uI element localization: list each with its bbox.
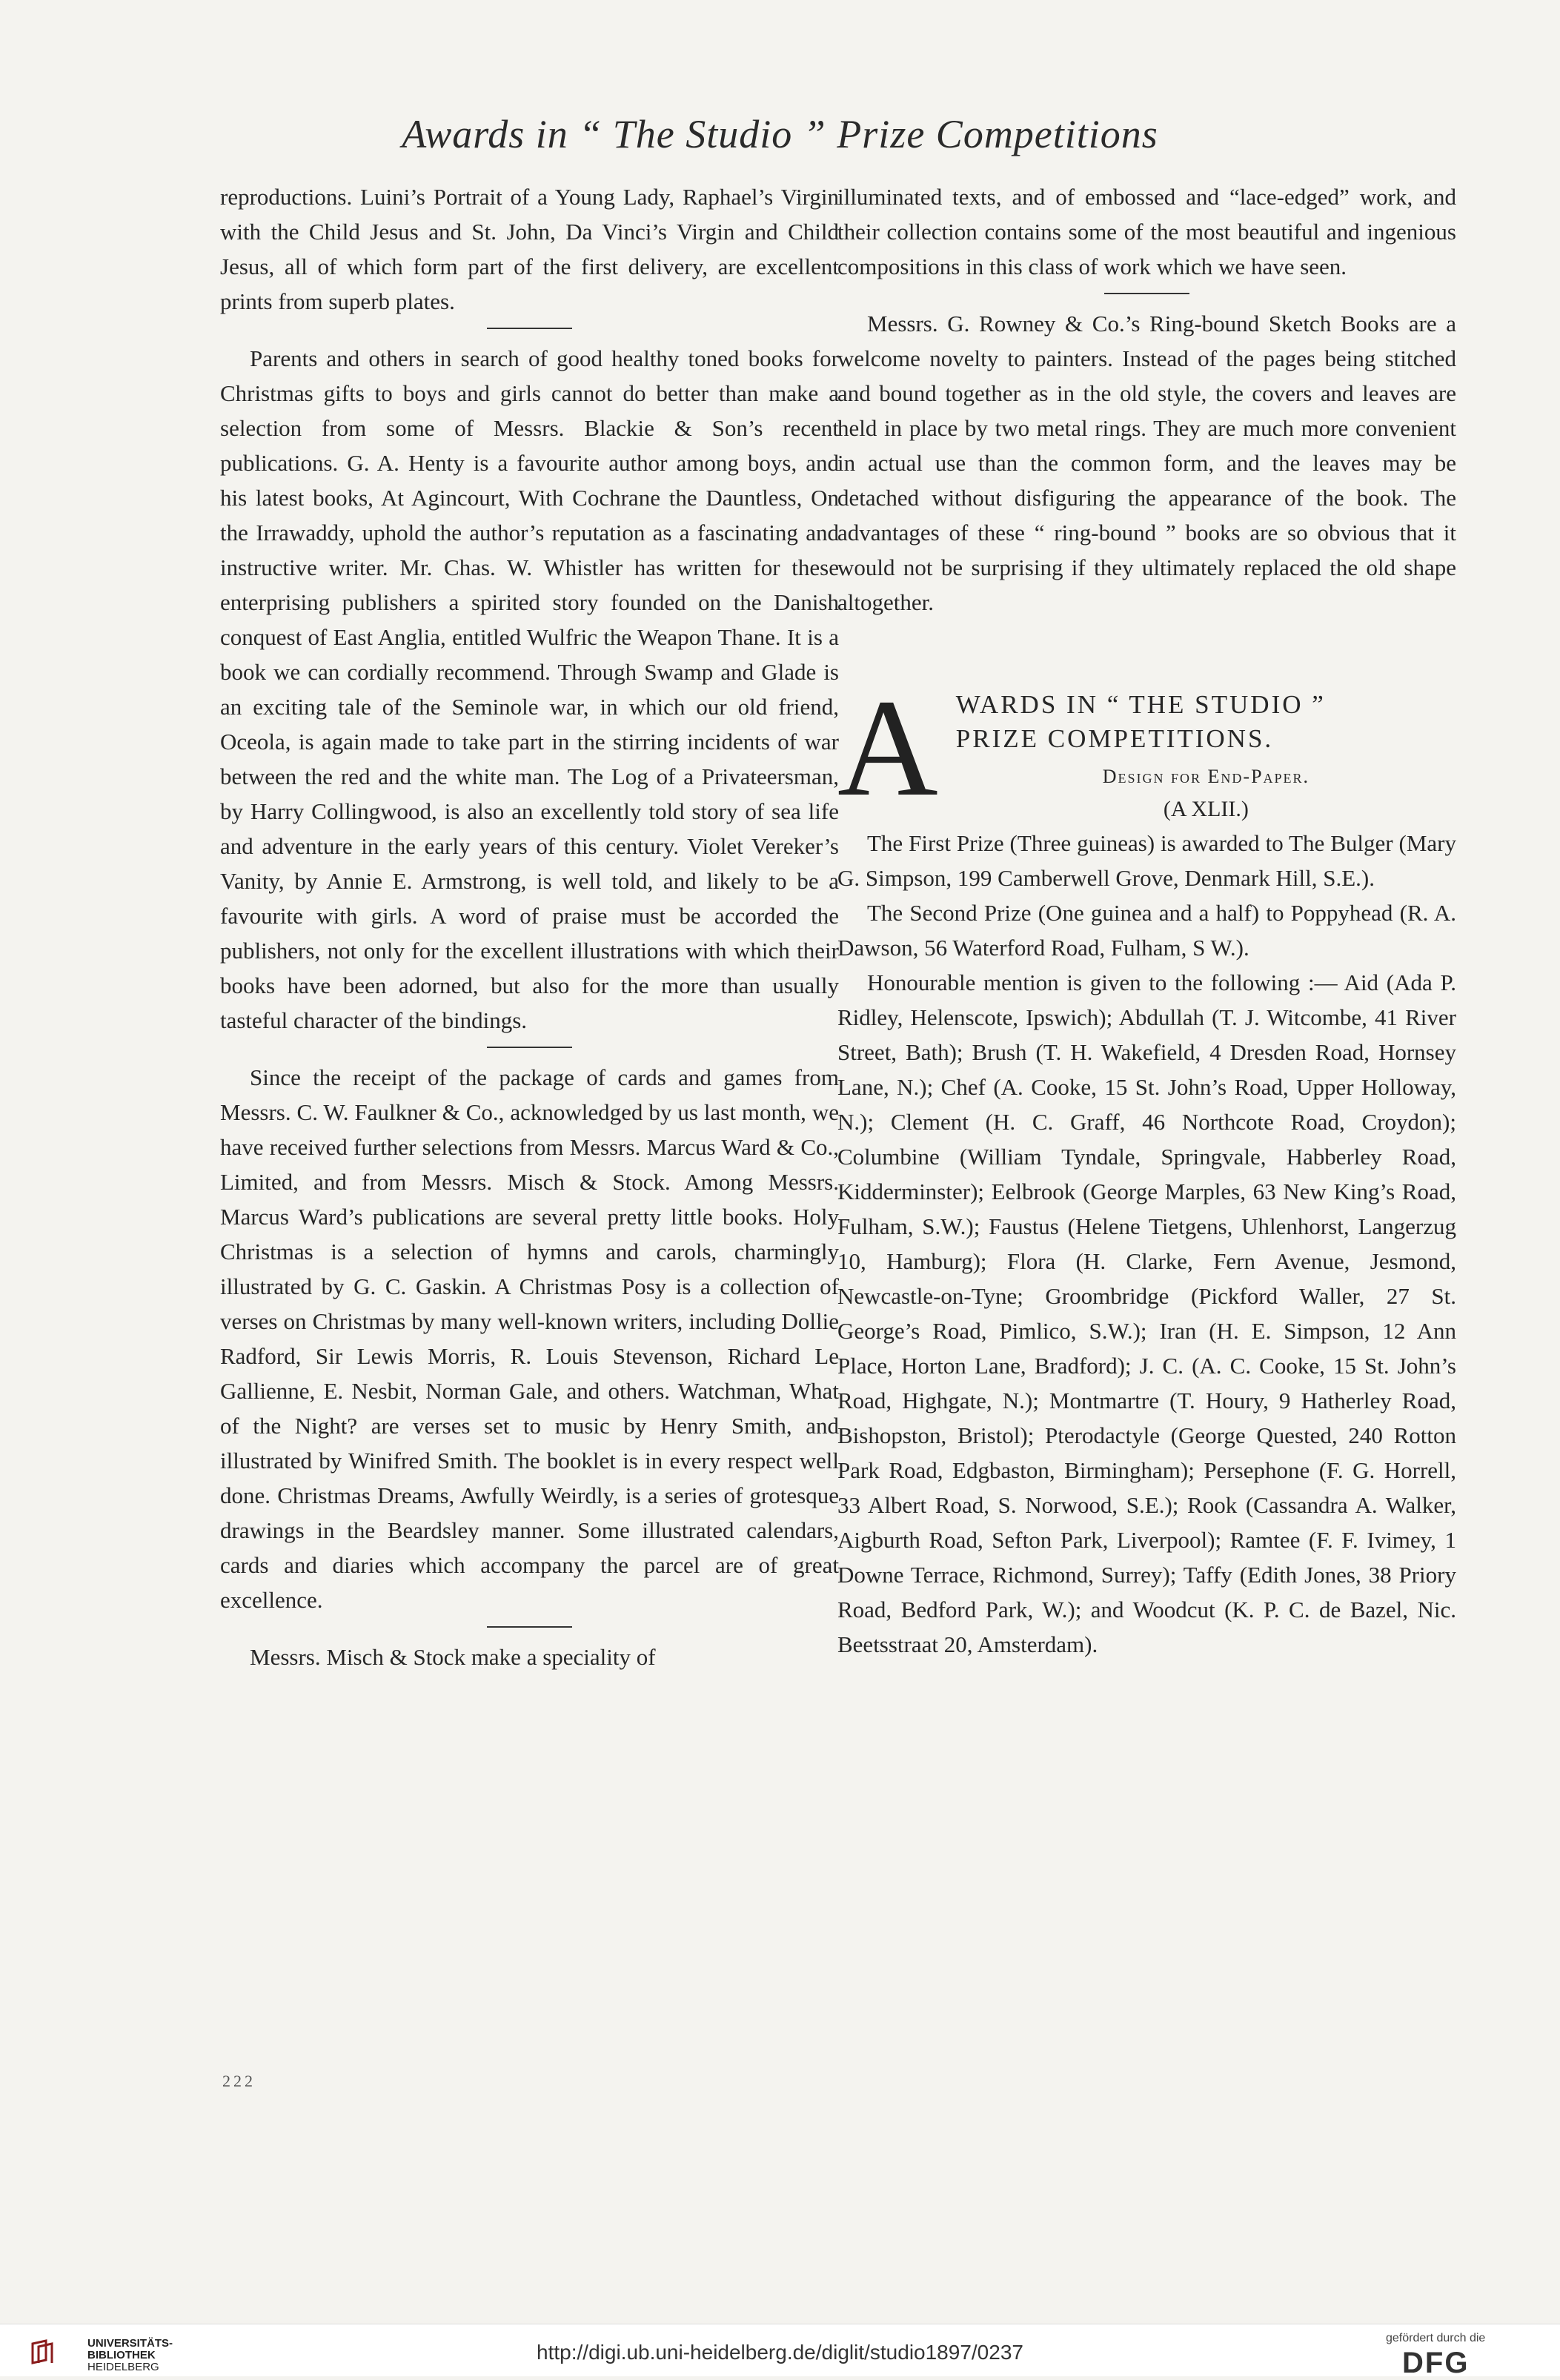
funded-by-label: gefördert durch die (1386, 2332, 1486, 2344)
section-divider (487, 1047, 572, 1048)
right-column (837, 179, 1456, 1662)
paragraph: Messrs. Misch & Stock make a speciality of (250, 1644, 656, 1670)
honourable-mention-paragraph: Honourable mention is given to the following :— Aid (Ada P. Ridley, Helenscote, Ipswich); Abdullah (T. J. Witcombe, 41 River Street, Bath); Brush (T. H. Wakefield, 4 Dresden Road, Hornsey Lane, N.); Chef (A. Cooke, 15 St. John’s Road, Upper Holloway, N.); Clement (H. C. Graff, 46 Northcote Road, Croydon); Columbine (William Tyndale, Springvale, Habberley Road, Kidderminster); Eelbrook (George Marples, 63 New King’s Road, Fulham, S.W.); Faustus (Helene Tietgens, Uhlenhorst, Langerzug 10, Hamburg); Flora (H. Clarke, Fern Avenue, Jesmond, Newcastle-on-Tyne; Groombridge (Pickford Waller, 27 St. George’s Road, Pimlico, S.W.); Iran (H. E. Simpson, 12 Ann Place, Horton Lane, Bradford); J. C. (A. C. Cooke, 15 St. John’s Road, Highgate, N.); Montmartre (T. Houry, 9 Hatherley Road, Bishopston, Bristol); Pterodactyle (George Quested, 240 Rotton Park Road, Edgbaston, Birmingham); Persephone (F. G. Horrell, 33 Albert Road, S. Norwood, S.E.); Rook (Cassandra A. Walker, Aigburth Road, Sefton Park, Liverpool); Ramtee (F. F. Ivimey, 1 Downe Terrace, Richmond, Surrey); Taffy (Edith Jones, 38 Priory Road, Bedford Park, W.); and Woodcut (K. P. C. de Bazel, Nic. Beetsstraat 20, Amsterdam). (837, 969, 1456, 1657)
first-prize-paragraph: The First Prize (Three guineas) is awarded to The Bulger (Mary G. Simpson, 199 Camberwell Grove, Denmark Hill, S.E.). (837, 830, 1456, 891)
paragraph: Messrs. G. Rowney & Co.’s Ring-bound Sketch Books are a welcome novelty to painters. Instead of the pages being stitched and bound together as in the old style, the covers and leaves are held in place by two metal rings. They are much more convenient in actual use than the common form, and the leaves may be detached without disfiguring the appearance of the book. The advantages of these “ ring-bound ” books are so obvious that it would not be surprising if they ultimately replaced the old shape altogether. (837, 311, 1456, 615)
digitization-footer (0, 2324, 1560, 2379)
page-number: 222 (222, 2072, 256, 2090)
paragraph: illuminated texts, and of embossed and “lace-edged” work, and their collection contains some of the most beautiful and ingenious compositions in this class of work which we have seen. (837, 184, 1456, 279)
section-divider (487, 1626, 572, 1628)
section-divider (487, 328, 572, 329)
section-heading (837, 670, 1456, 826)
heading-line: PRIZE COMPETITIONS. (955, 724, 1274, 753)
dfg-logo: DFG (1402, 2347, 1470, 2379)
heading-subtitle: Design for End-Paper. (1102, 766, 1310, 787)
heading-line: WARDS IN “ THE STUDIO ” (955, 690, 1326, 719)
running-head: Awards in “ The Studio ” Prize Competitions (402, 112, 1158, 156)
paragraph: reproductions. Luini’s Portrait of a Young Lady, Raphael’s Virgin with the Child Jesus and St. John, Da Vinci’s Virgin and Child Jesus, all of which form part of the first delivery, are excellent prints from superb plates. (220, 184, 839, 314)
drop-cap: A (837, 670, 938, 825)
source-url-link[interactable]: http://digi.ub.uni-heidelberg.de/diglit/studio1897/0237 (537, 2341, 1023, 2364)
section-divider (1104, 293, 1189, 294)
left-column (220, 179, 839, 1674)
second-prize-paragraph: The Second Prize (One guinea and a half) to Poppyhead (R. A. Dawson, 56 Waterford Road, Fulham, S W.). (837, 900, 1456, 961)
library-name: UNIVERSITÄTS- BIBLIOTHEK HEIDELBERG (87, 2337, 173, 2373)
paragraph: Since the receipt of the package of cards and games from Messrs. C. W. Faulkner & Co., acknowledged by us last month, we have received further selections from Messrs. Marcus Ward & Co., Limited, and from Messrs. Misch & Stock. Among Messrs. Marcus Ward’s publications are several pretty little books. Holy Christmas is a selection of hymns and carols, charmingly illustrated by G. C. Gaskin. A Christmas Posy is a collection of verses on Christmas by many well-known writers, including Dollie Radford, Sir Lewis Morris, R. Louis Stevenson, Richard Le Gallienne, E. Nesbit, Norman Gale, and others. Watchman, What of the Night? are verses set to music by Henry Smith, and illustrated by Winifred Smith. The booklet is in every respect well done. Christmas Dreams, Awfully Weirdly, is a series of grotesque drawings in the Beardsley manner. Some illustrated calendars, cards and diaries which accompany the parcel are of great excellence. (220, 1064, 839, 1613)
paragraph: Parents and others in search of good healthy toned books for Christmas gifts to boys and girls cannot do better than make a selection from some of Messrs. Blackie & Son’s recent publications. G. A. Henty is a favourite author among boys, and his latest books, At Agincourt, With Cochrane the Dauntless, On the Irrawaddy, uphold the author’s reputation as a fascinating and instructive writer. Mr. Chas. W. Whistler has written for these enterprising publishers a spirited story founded on the Danish conquest of East Anglia, entitled Wulfric the Weapon Thane. It is a book we can cordially recommend. Through Swamp and Glade is an exciting tale of the Seminole war, in which our old friend, Oceola, is again made to take part in the stirring incidents of war between the red and the white man. The Log of a Privateersman, by Harry Collingwood, is also an excellently told story of sea life and adventure in the early years of this century. Violet Vereker’s Vanity, by Annie E. Armstrong, is well told, and likely to be a favourite with girls. A word of praise must be accorded the publishers, not only for the excellent illustrations with which their books have been adorned, but also for the more than usually tasteful character of the bindings. (220, 345, 839, 1033)
competition-code: (A XLII.) (1163, 797, 1249, 821)
